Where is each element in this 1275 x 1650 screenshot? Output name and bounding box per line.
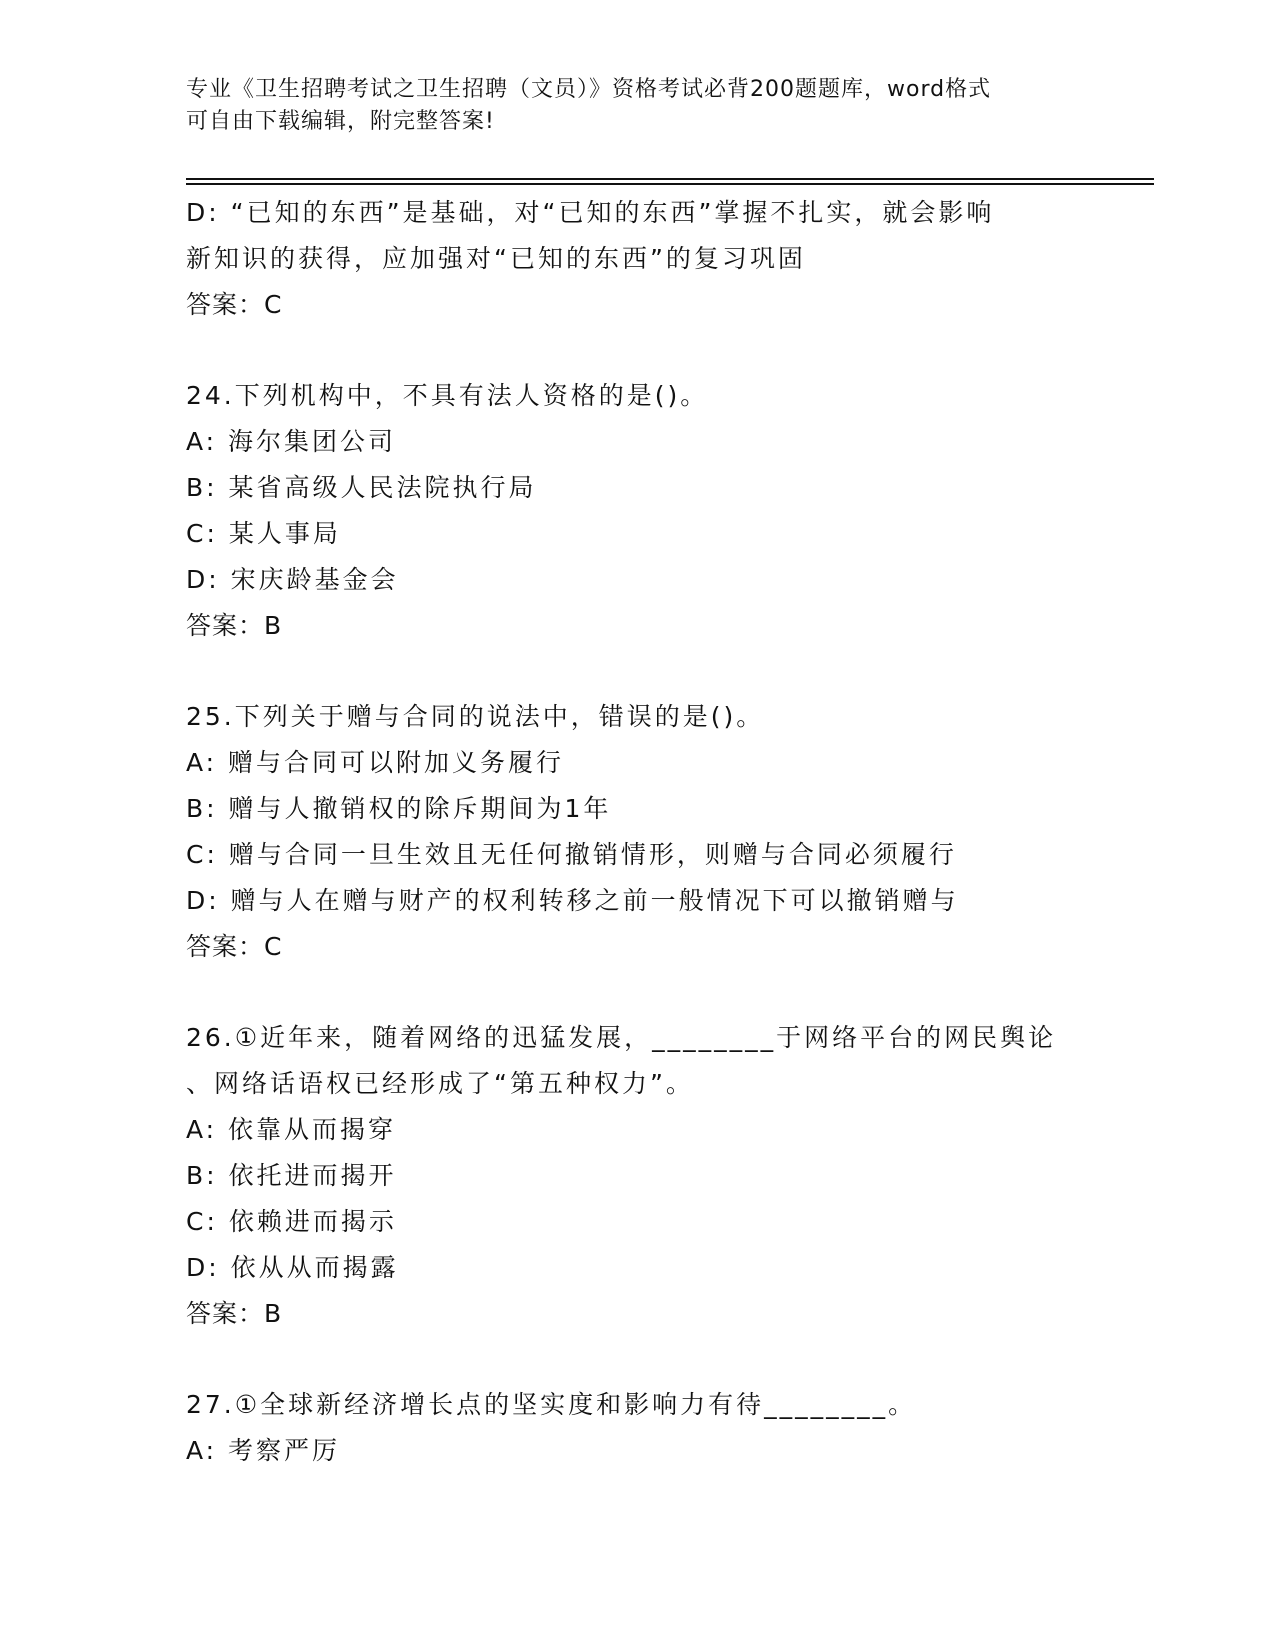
header-divider-bottom (186, 183, 1154, 185)
option-c: C: 赠与合同一旦生效且无任何撤销情形，则赠与合同必须履行 (186, 840, 957, 869)
header-title-line-1: 专业《卫生招聘考试之卫生招聘（文员）》资格考试必背200题题库，word格式 (186, 77, 992, 102)
option-a: A: 依靠从而揭穿 (186, 1115, 397, 1144)
option-d-continued: 新知识的获得，应加强对“已知的东西”的复习巩固 (186, 244, 806, 273)
option-a: A: 考察严厉 (186, 1436, 341, 1465)
answer-line: 答案：B (186, 611, 283, 640)
question-26 (186, 1015, 1086, 1337)
question-stem: 26.①近年来，随着网络的迅猛发展，________于网络平台的网民舆论 (186, 1023, 1057, 1052)
question-list (186, 190, 1086, 1474)
option-d: D: 宋庆龄基金会 (186, 565, 399, 594)
option-b: B: 依托进而揭开 (186, 1161, 397, 1190)
question-24 (186, 373, 1086, 649)
question-stem: 24.下列机构中，不具有法人资格的是()。 (186, 381, 709, 410)
question-27 (186, 1382, 1086, 1474)
question-stem: 25.下列关于赠与合同的说法中，错误的是()。 (186, 702, 765, 731)
answer-line: 答案：C (186, 932, 283, 961)
option-a: A: 赠与合同可以附加义务履行 (186, 748, 565, 777)
spacer (186, 970, 1086, 1015)
option-c: C: 某人事局 (186, 519, 341, 548)
option-b: B: 赠与人撤销权的除斥期间为1年 (186, 794, 612, 823)
spacer (186, 1337, 1086, 1382)
header-divider-top (186, 178, 1154, 180)
question-23-tail (186, 190, 1086, 328)
spacer (186, 328, 1086, 373)
question-25 (186, 694, 1086, 970)
option-a: A: 海尔集团公司 (186, 427, 397, 456)
spacer (186, 649, 1086, 694)
option-d: D: 依从从而揭露 (186, 1253, 399, 1282)
answer-line: 答案：C (186, 290, 283, 319)
option-d: D: 赠与人在赠与财产的权利转移之前一般情况下可以撤销赠与 (186, 886, 959, 915)
answer-line: 答案：B (186, 1299, 283, 1328)
option-c: C: 依赖进而揭示 (186, 1207, 397, 1236)
header-title-line-2: 可自由下载编辑，附完整答案! (186, 109, 495, 134)
question-stem: 27.①全球新经济增长点的坚实度和影响力有待________。 (186, 1390, 917, 1419)
question-stem-continued: 、网络话语权已经形成了“第五种权力”。 (186, 1069, 694, 1098)
document-header (186, 74, 1086, 138)
option-b: B: 某省高级人民法院执行局 (186, 473, 537, 502)
option-d: D: “已知的东西”是基础，对“已知的东西”掌握不扎实，就会影响 (186, 198, 995, 227)
